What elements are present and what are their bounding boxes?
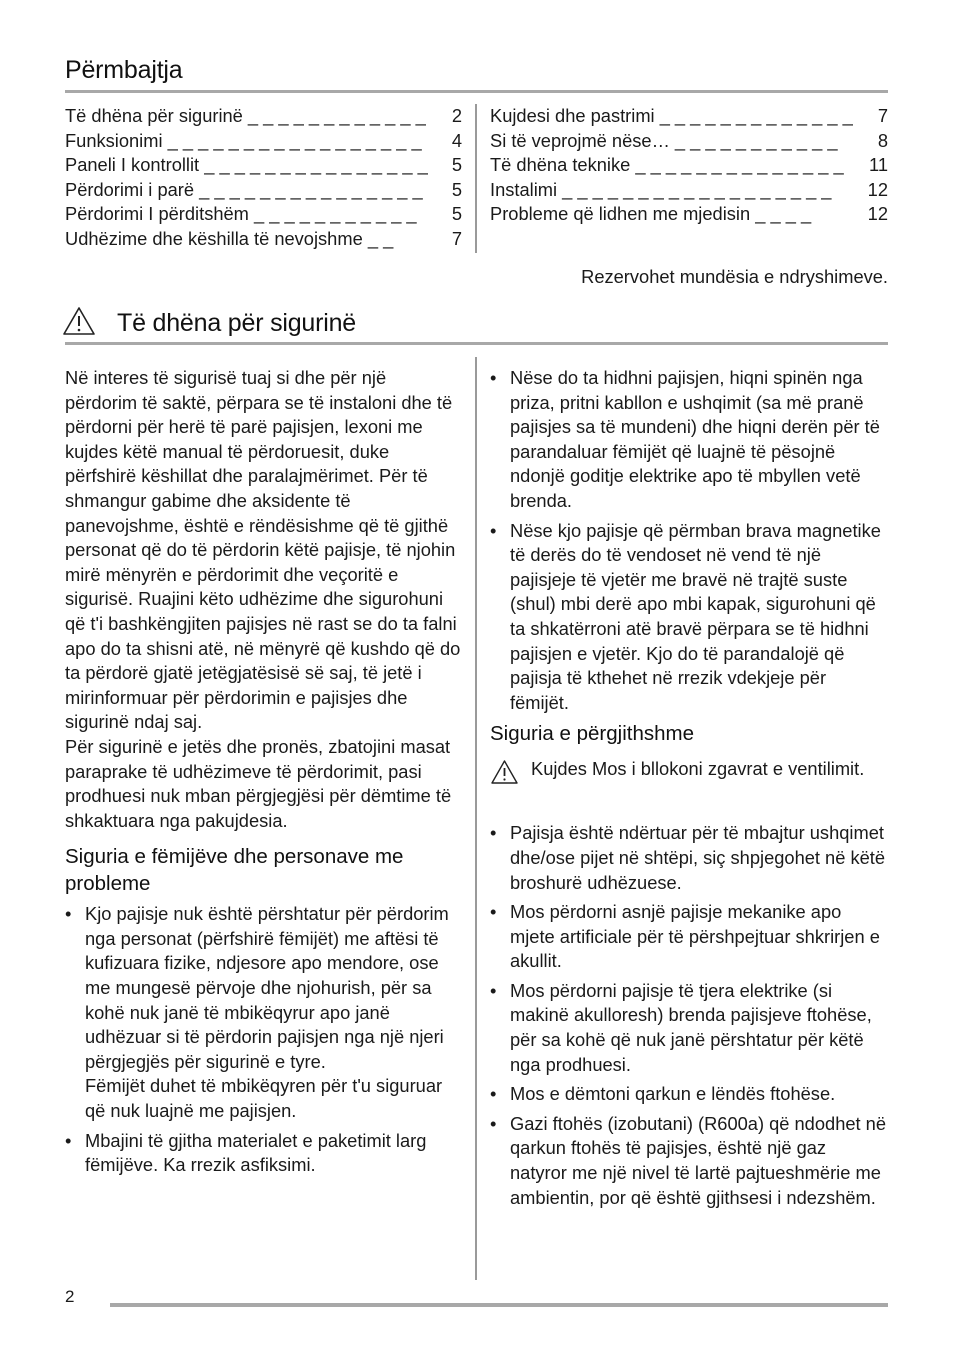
list-item-text: Kjo pajisje nuk është përshtatur për përdorim nga personat (përfshirë fëmijët) me aftësi të kufizuara fizike, ndjesore apo mendore, ose me mungesë përvoje dhe njohurish, për sa kohë nuk janë të mbikëqyrur apo janë udhëzuar si të përdorin pajisjen nga një njeri përgjegjës për sigurinë e tyre. xyxy=(85,903,449,1072)
toc-entry[interactable] xyxy=(65,227,462,252)
list-item xyxy=(490,1112,888,1210)
toc-rule xyxy=(65,90,888,93)
general-safety-heading: Siguria e përgjithshme xyxy=(490,722,694,746)
disposal-safety-list xyxy=(490,366,888,715)
toc-entry-page: 5 xyxy=(451,178,462,200)
children-safety-heading: Siguria e fëmijëve dhe personave me probleme xyxy=(65,845,404,896)
general-safety-list xyxy=(490,821,888,1210)
list-item xyxy=(490,900,888,974)
safety-intro: Në interes të sigurisë tuaj si dhe për një përdorim të saktë, përpara se të instaloni dhe të përdorni për herë të parë pajisjen, lexoni me kujdes këtë manual të përdoruesit, duke përfshirë këshillat dhe paralajmërimet. Për të shmangur gabime dhe aksidente të panevojshme, është e rëndësishme që të gjithë personat që do të përdorin këtë pajisje, të njohin mirë mënyrën e përdorimit dhe veçoritë e sigurisë. Ruajini këto udhëzime dhe sigurohuni që t'i bashkëngjiten pajisjes në rast se do ta falni apo do ta shisni atë, në mënyrë që kushdo që do ta përdorë gjatë jetëgjatësisë së saj, të jetë i mirinformuar për përdorimin e pajisjes dhe sigurinë ndaj saj. xyxy=(65,367,461,733)
toc-entry-label: Përdorimi i parë _ _ _ _ _ _ _ _ _ _ _ _ _ _ _ xyxy=(65,178,423,200)
toc-entry[interactable] xyxy=(490,129,888,154)
page-number: 2 xyxy=(65,1287,75,1306)
toc-entry[interactable] xyxy=(65,129,462,154)
children-safety-list xyxy=(65,902,463,1178)
toc-entry-page: 7 xyxy=(451,227,462,249)
toc-entry-page: 4 xyxy=(451,129,462,151)
toc-entry-page: 5 xyxy=(451,154,462,176)
toc-entry-page: 12 xyxy=(867,203,888,225)
toc-column-divider xyxy=(475,104,477,253)
toc-entry-label: Si të veprojmë nëse… _ _ _ _ _ _ _ _ _ _ _ xyxy=(490,129,838,151)
toc-entry-label: Instalimi _ _ _ _ _ _ _ _ _ _ _ _ _ _ _ _ _ _ xyxy=(490,178,832,200)
toc-entry-page: 7 xyxy=(877,105,888,126)
list-item-extra-text: Fëmijët duhet të mbikëqyren për t'u siguruar që nuk luajnë me pajisjen. xyxy=(85,1075,443,1122)
safety-rule xyxy=(65,342,888,345)
toc-entry[interactable] xyxy=(65,153,462,178)
list-item xyxy=(490,366,888,514)
changes-reserved-note: Rezervohet mundësia e ndryshimeve. xyxy=(581,266,888,287)
safety-left-column xyxy=(65,366,463,1183)
list-item-text: Mbajini të gjitha materialet e paketimit larg fëmijëve. Ka rrezik asfiksimi. xyxy=(85,1129,427,1176)
toc-entry-label: Të dhëna teknike _ _ _ _ _ _ _ _ _ _ _ _ _ _ xyxy=(490,154,844,176)
caution-note xyxy=(490,757,888,807)
toc-entry-label: Kujdesi dhe pastrimi _ _ _ _ _ _ _ _ _ _ _ _ _ xyxy=(490,105,853,126)
toc-entry-label: Të dhëna për sigurinë _ _ _ _ _ _ _ _ _ _ _ _ xyxy=(65,105,426,126)
list-item-text: Mos përdorni pajisje të tjera elektrike (si makinë akulloresh) brenda pajisjeve ftohëse, për sa kohë që nuk janë përshtatur për këtë nga prodhuesi. xyxy=(510,979,872,1075)
safety-column-divider xyxy=(475,357,477,1280)
toc-entry-label: Paneli I kontrollit _ _ _ _ _ _ _ _ _ _ _ _ _ _ _ xyxy=(65,154,428,176)
safety-intro-2: Për sigurinë e jetës dhe pronës, zbatojini masat paraprake të udhëzimeve të përdorimit, pasi prodhuesi nuk mban përgjegjësi për dëmtime të shkaktuara nga pakujdesia. xyxy=(65,735,452,831)
toc-entry-label: Përdorimi I përditshëm _ _ _ _ _ _ _ _ _ _ _ xyxy=(65,203,417,225)
footer-rule xyxy=(110,1303,888,1307)
toc-left-column xyxy=(65,104,462,252)
list-item-text: Mos përdorni asnjë pajisje mekanike apo mjete artificiale për të përshpejtuar shkrirjen e akullit. xyxy=(510,901,880,972)
toc-entry-page: 2 xyxy=(451,105,462,126)
toc-entry[interactable] xyxy=(65,104,462,129)
safety-title: Të dhëna për sigurinë xyxy=(117,309,357,337)
toc-entry-label: Udhëzime dhe këshilla të nevojshme _ _ xyxy=(65,227,394,249)
safety-right-column xyxy=(490,366,888,1215)
toc-entry[interactable] xyxy=(490,202,888,227)
caution-text: Mos i bllokoni zgavrat e ventilimit. xyxy=(586,758,865,780)
list-item xyxy=(490,1082,888,1107)
warning-triangle-icon xyxy=(490,759,519,792)
list-item-text: Nëse do ta hidhni pajisjen, hiqni spinën nga priza, pritni kabllon e ushqimit (sa më pranë pajisjes sa të mundeni) dhe hiqni derën për të parandaluar fëmijët që luajnë të pësojnë ndonjë goditje elektrike apo të mbyllen vetë brenda. xyxy=(510,367,880,511)
toc-entry-label: Funksionimi _ _ _ _ _ _ _ _ _ _ _ _ _ _ _ _ _ xyxy=(65,129,422,151)
toc-entry[interactable] xyxy=(490,178,888,203)
toc-title: Përmbajtja xyxy=(65,56,183,84)
toc-entry[interactable] xyxy=(65,202,462,227)
warning-triangle-icon xyxy=(62,306,96,341)
list-item xyxy=(65,1129,463,1178)
toc-entry[interactable] xyxy=(65,178,462,203)
list-item xyxy=(490,821,888,895)
caution-label: Kujdes xyxy=(531,758,587,780)
list-item-text: Nëse kjo pajisje që përmban brava magnetike të derës do të vendoset në vend të një pajisjeje të vjetër me bravë në trajtë suste (shul) mbi derë apo mbi kapak, sigurohuni që ta shkatërroni atë bravë përpara se të hidhni pajisjen e vjetër. Kjo do të parandalojë që pajisja të kthehet në rrezik vdekjeje për fëmijët. xyxy=(510,519,881,713)
toc-entry-page: 11 xyxy=(869,154,888,176)
toc-entry[interactable] xyxy=(490,104,888,129)
toc-right-column xyxy=(490,104,888,227)
list-item-text: Pajisja është ndërtuar për të mbajtur ushqimet dhe/ose pijet në shtëpi, siç shpjegohet në këtë broshurë udhëzuese. xyxy=(510,822,886,893)
toc-entry-page: 12 xyxy=(867,178,888,200)
list-item xyxy=(490,979,888,1077)
toc-entry[interactable] xyxy=(490,153,888,178)
toc-entry-page: 8 xyxy=(877,129,888,151)
list-item-text: Mos e dëmtoni qarkun e lëndës ftohëse. xyxy=(510,1083,836,1105)
toc-entry-label: Probleme që lidhen me mjedisin _ _ _ _ xyxy=(490,203,812,225)
list-item xyxy=(65,902,463,1123)
list-item-text: Gazi ftohës (izobutani) (R600a) që ndodhet në qarkun ftohës të pajisjes, është një gaz natyror me një nivel të lartë pajtueshmërie me ambientin, por që është gjithsesi i ndezshëm. xyxy=(510,1112,887,1208)
toc-entry-page: 5 xyxy=(451,203,462,225)
list-item xyxy=(490,519,888,716)
